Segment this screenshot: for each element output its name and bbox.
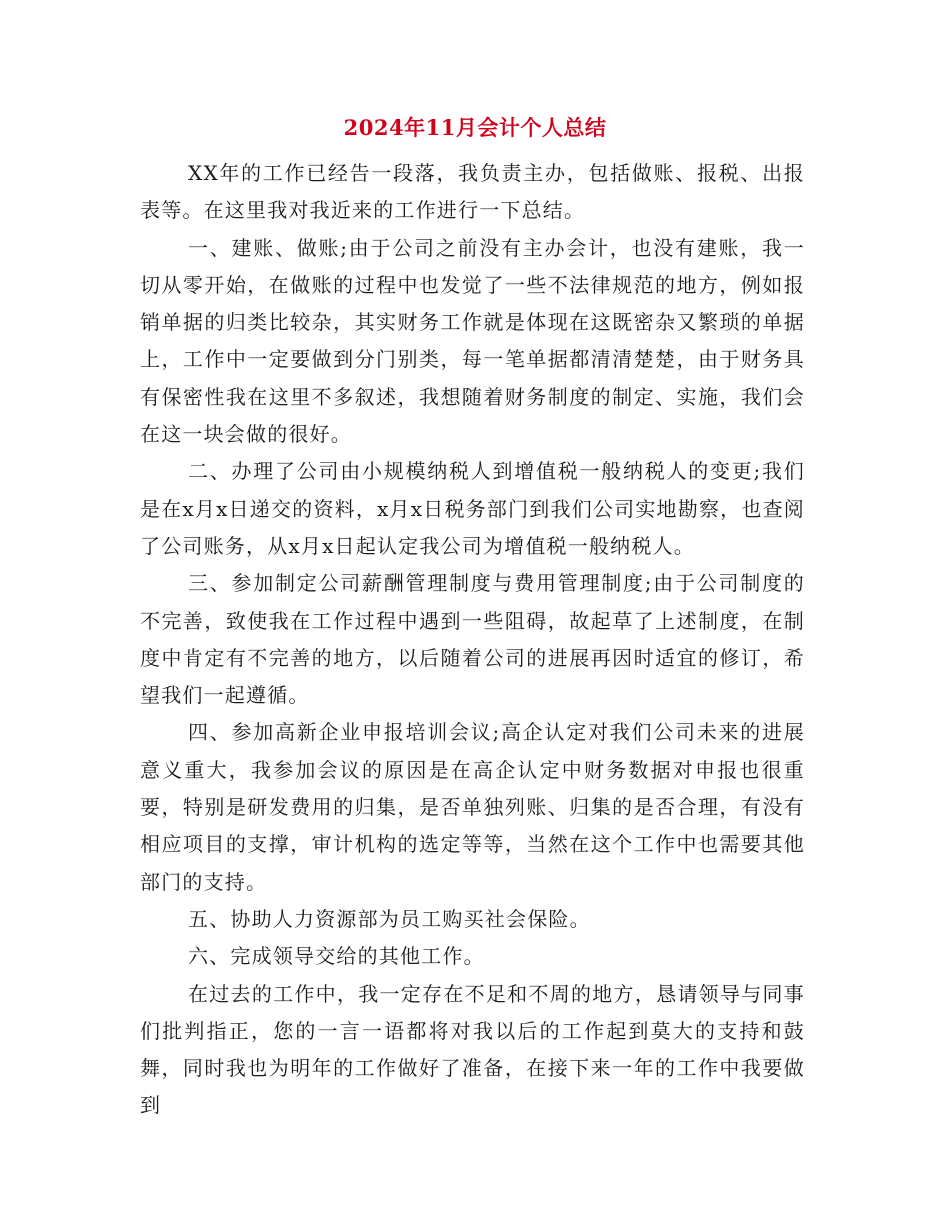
paragraph-item-6: 六、完成领导交给的其他工作。 <box>188 944 485 969</box>
document-body <box>140 155 805 1125</box>
paragraph-intro: XX年的工作已经告一段落，我负责主办，包括做账、报税、出报表等。在这里我对我近来的工作进行一下总结。 <box>140 161 805 223</box>
paragraph-item-1: 一、建账、做账;由于公司之前没有主办会计，也没有建账，我一切从零开始，在做账的过程中也发觉了一些不法律规范的地方，例如报销单据的归类比较杂，其实财务工作就是体现在这既密杂又繁琐的单据上，工作中一定要做到分门别类，每一笔单据都清清楚楚，由于财务具有保密性我在这里不多叙述，我想随着财务制度的制定、实施，我们会在这一块会做的很好。 <box>140 235 805 447</box>
document-title: 2024年11月会计个人总结 <box>343 115 607 140</box>
paragraph-item-4: 四、参加高新企业申报培训会议;高企认定对我们公司未来的进展意义重大，我参加会议的原因是在高企认定中财务数据对申报也很重要，特别是研发费用的归集，是否单独列账、归集的是否合理，有没有相应项目的支撑，审计机构的选定等等，当然在这个工作中也需要其他部门的支持。 <box>140 720 805 894</box>
paragraph-item-3: 三、参加制定公司薪酬管理制度与费用管理制度;由于公司制度的不完善，致使我在工作过程中遇到一些阻碍，故起草了上述制度，在制度中肯定有不完善的地方，以后随着公司的进展再因时适宜的修订，希望我们一起遵循。 <box>140 571 805 708</box>
paragraph-closing: 在过去的工作中，我一定存在不足和不周的地方，恳请领导与同事们批判指正，您的一言一语都将对我以后的工作起到莫大的支持和鼓舞，同时我也为明年的工作做好了准备，在接下来一年的工作中我要做到 <box>140 981 805 1118</box>
paragraph-item-2: 二、办理了公司由小规模纳税人到增值税一般纳税人的变更;我们是在x月x日递交的资料，x月x日税务部门到我们公司实地勘察，也查阅了公司账务，从x月x日起认定我公司为增值税一般纳税人。 <box>140 459 805 558</box>
paragraph-item-5: 五、协助人力资源部为员工购买社会保险。 <box>188 906 591 931</box>
